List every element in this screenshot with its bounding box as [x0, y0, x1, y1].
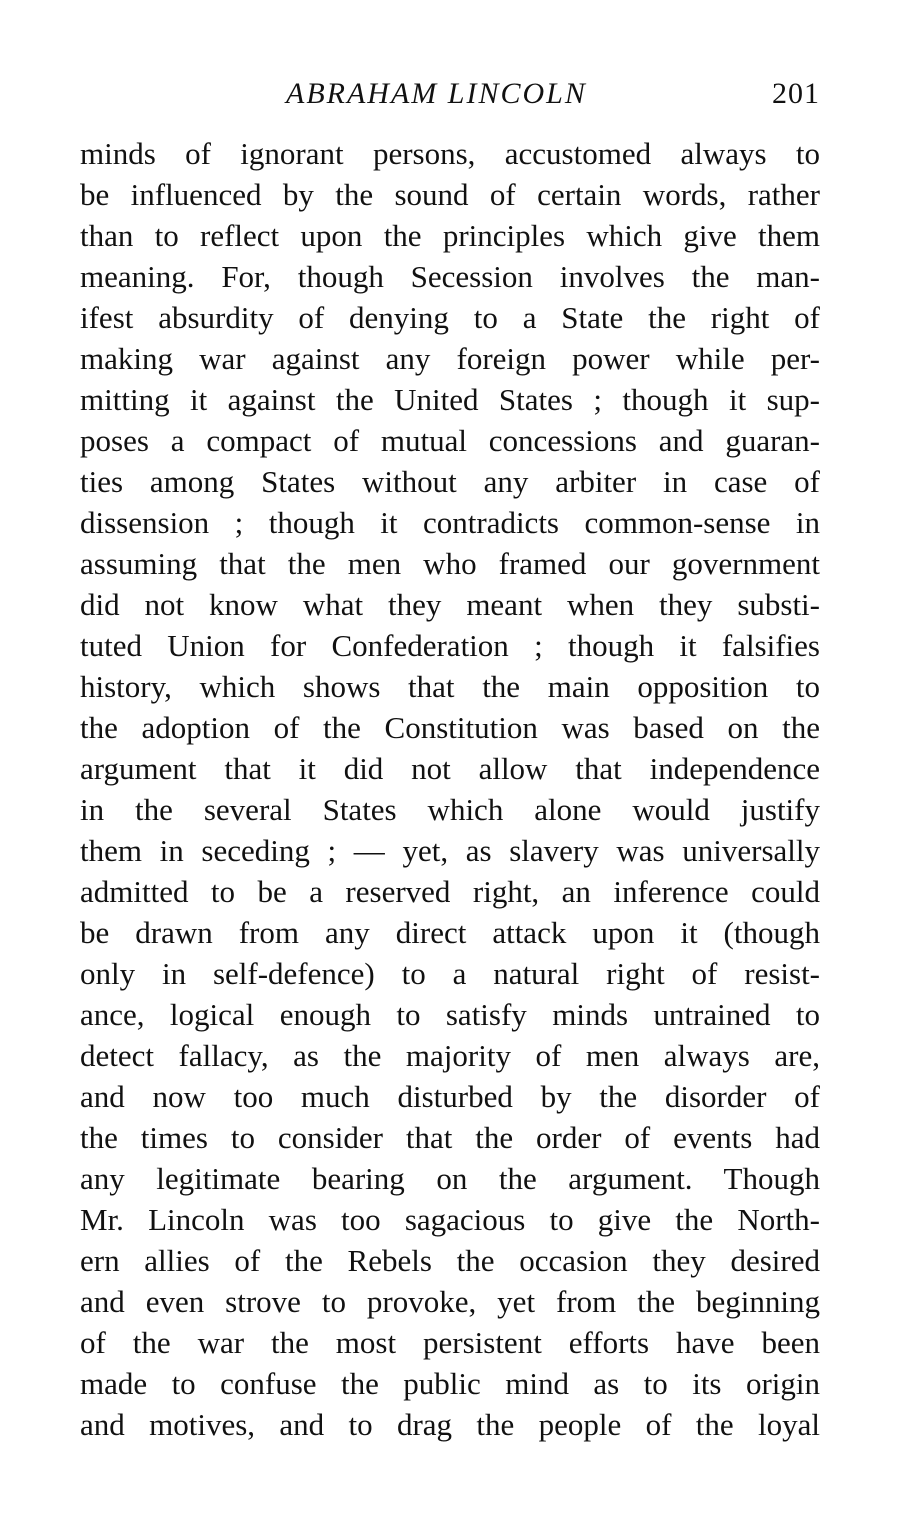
text-line: tuted Union for Confederation ; though it falsifies	[80, 628, 820, 663]
text-line: minds of ignorant persons, accustomed always to	[80, 136, 820, 171]
text-line: be influenced by the sound of certain words, rather	[80, 177, 820, 212]
text-line: be drawn from any direct attack upon it (though	[80, 915, 820, 950]
page-number: 201	[772, 77, 820, 110]
text-line: ifest absurdity of denying to a State the right of	[80, 300, 820, 335]
text-line: detect fallacy, as the majority of men always are,	[80, 1038, 820, 1073]
text-line: in the several States which alone would justify	[80, 792, 820, 827]
text-line: admitted to be a reserved right, an inference could	[80, 874, 820, 909]
text-line: dissension ; though it contradicts common-sense in	[80, 505, 820, 540]
text-line: did not know what they meant when they substi-	[80, 587, 820, 622]
text-line: and even strove to provoke, yet from the beginning	[80, 1284, 820, 1319]
text-line: mitting it against the United States ; though it sup-	[80, 382, 820, 417]
text-line: than to reflect upon the principles which give them	[80, 218, 820, 253]
text-line: only in self-defence) to a natural right of resist-	[80, 956, 820, 991]
text-line: argument that it did not allow that independence	[80, 751, 820, 786]
text-line: poses a compact of mutual concessions and guaran-	[80, 423, 820, 458]
text-line: meaning. For, though Secession involves the man-	[80, 259, 820, 294]
text-line: assuming that the men who framed our government	[80, 546, 820, 581]
running-head	[80, 74, 820, 114]
running-title: ABRAHAM LINCOLN	[286, 77, 587, 110]
text-line: history, which shows that the main opposition to	[80, 669, 820, 704]
text-line: ance, logical enough to satisfy minds untrained to	[80, 997, 820, 1032]
text-line: ern allies of the Rebels the occasion they desired	[80, 1243, 820, 1278]
text-line: any legitimate bearing on the argument. Though	[80, 1161, 820, 1196]
text-line: making war against any foreign power while per-	[80, 341, 820, 376]
text-line: the times to consider that the order of events had	[80, 1120, 820, 1155]
text-line: the adoption of the Constitution was based on the	[80, 710, 820, 745]
text-line: them in seceding ; — yet, as slavery was universally	[80, 833, 820, 868]
body-text	[80, 133, 820, 1445]
text-line: ties among States without any arbiter in case of	[80, 464, 820, 499]
text-line: made to confuse the public mind as to its origin	[80, 1366, 820, 1401]
text-line: of the war the most persistent efforts have been	[80, 1325, 820, 1360]
text-line: and now too much disturbed by the disorder of	[80, 1079, 820, 1114]
text-line: and motives, and to drag the people of the loyal	[80, 1407, 820, 1442]
text-line: Mr. Lincoln was too sagacious to give the North-	[80, 1202, 820, 1237]
